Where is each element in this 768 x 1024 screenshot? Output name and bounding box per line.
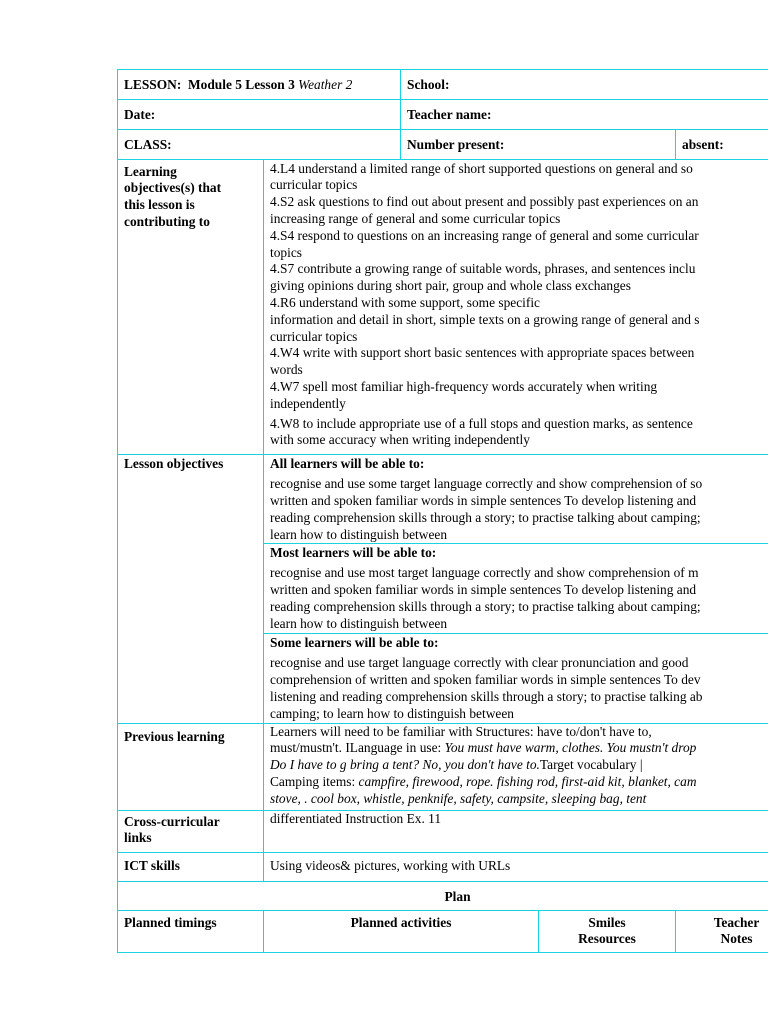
teacher-notes-label-line1: Teacher [713,914,760,930]
learning-objectives-list [270,161,768,450]
objective-line: topics [270,244,302,260]
class-cell [118,129,401,159]
objective-line: 4.R6 understand with some support, some specific [270,294,541,310]
number-present-label: Number present: [407,136,505,152]
lesson-label: LESSON: [124,77,182,92]
learning-objectives-row [118,159,768,454]
resources-label-line2: Resources [578,931,636,947]
present-cell [401,129,676,159]
class-label: CLASS: [124,136,172,152]
objective-line: recognise and use most target language correctly and show comprehension of m [270,565,699,581]
objective-line: independently [270,395,346,411]
objective-line: 4.W8 to include appropriate use of a full stops and question marks, as sentence [270,415,693,431]
previous-learning-line: stove, . cool box, whistle, penknife, safety, campsite, sleeping bag, tent [270,790,647,806]
learning-objectives-label: Learning objectives(s) that this lesson is contributing to [124,163,222,229]
lesson-objectives-label-cell [118,454,264,723]
previous-learning-line: Learners will need to be familiar with Structures: have to/don't have to, [270,723,652,739]
cross-curricular-content [264,810,768,852]
planned-timings-label: Planned timings [124,914,217,930]
previous-learning-content [264,723,768,810]
ict-content [264,852,768,881]
cross-curricular-label: Cross-curricular links [124,813,220,846]
plan-title-cell [118,881,768,910]
objective-line: information and detail in short, simple texts on a growing range of general and s [270,311,700,327]
plan-title-row [118,881,768,910]
teacher-name-label: Teacher name: [407,107,492,122]
planned-activities-label: Planned activities [350,914,452,930]
date-label: Date: [124,107,156,122]
objective-line: increasing range of general and some curricular topics [270,210,561,226]
objective-line: curricular topics [270,328,358,344]
previous-learning-line: Camping items: campfire, firewood, rope. fishing rod, first-aid kit, blanket, cam [270,773,697,789]
objective-line: learn how to distinguish between [270,526,448,542]
ict-row [118,852,768,881]
resources-header [539,910,676,952]
objective-line: camping; to learn how to distinguish between [270,705,514,721]
objective-line: learn how to distinguish between [270,615,448,631]
learning-objectives-label-cell [118,159,264,454]
previous-learning-line: Do I have to g bring a tent? No, you don't have to.Target vocabulary | [270,757,643,773]
objective-line: recognise and use target language correctly with clear pronunciation and good [270,655,689,671]
most-learners-heading: Most learners will be able to: [270,544,437,560]
objective-line: words [270,362,303,378]
class-row [118,129,768,159]
planned-activities-header [264,910,539,952]
teacher-notes-label-line2: Notes [720,931,753,947]
plan-title: Plan [444,888,471,904]
objective-line: with some accuracy when writing independently [270,432,530,448]
lesson-objectives-content [264,454,768,723]
objective-line: 4.W7 spell most familiar high-frequency words accurately when writing [270,378,658,394]
objective-line: reading comprehension skills through a story; to practise talking about camping; [270,598,701,614]
teacher-notes-header [676,910,768,952]
ict-skills-label: ICT skills [124,857,180,873]
some-learners-block [264,634,768,723]
objective-line: recognise and use some target language correctly and show comprehension of so [270,476,703,492]
school-cell [401,70,768,100]
date-row [118,100,768,130]
objective-line: curricular topics [270,177,358,193]
plan-header-row [118,910,768,952]
absent-label: absent: [682,136,724,152]
absent-cell [676,129,768,159]
objective-line: written and spoken familiar words in simple sentences To develop listening and [270,582,697,598]
all-learners-block [264,455,768,544]
objective-line: comprehension of written and spoken familiar words in simple sentences To dev [270,672,701,688]
lesson-objectives-row [118,454,768,723]
cross-curricular-row [118,810,768,852]
objective-line: 4.L4 understand a limited range of short supported questions on general and so [270,160,693,176]
all-learners-heading: All learners will be able to: [270,455,425,471]
lesson-plan-table [117,69,768,953]
objective-line: 4.S7 contribute a growing range of suitable words, phrases, and sentences inclu [270,261,696,277]
previous-learning-label-cell [118,723,264,810]
resources-label-line1: Smiles [588,914,626,930]
most-learners-block [264,544,768,634]
objective-line: 4.S2 ask questions to find out about present and possibly past experiences on an [270,194,699,210]
previous-learning-label: Previous learning [124,728,225,744]
objective-line: reading comprehension skills through a story; to practise talking about camping; [270,509,701,525]
objective-line: 4.S4 respond to questions on an increasing range of general and some curricular [270,227,699,243]
lesson-row [118,70,768,100]
objective-line: written and spoken familiar words in simple sentences To develop listening and [270,493,697,509]
previous-learning-row [118,723,768,810]
objective-line: 4.W4 write with support short basic sentences with appropriate spaces between [270,345,695,361]
objective-line: listening and reading comprehension skills through a story; to practise talking ab [270,688,703,704]
ict-skills-value: Using videos& pictures, working with URLs [270,857,511,873]
lesson-topic: Weather 2 [298,77,353,92]
lesson-objectives-label: Lesson objectives [124,455,224,471]
planned-timings-header [118,910,264,952]
objective-line: giving opinions during short pair, group and whole class exchanges [270,278,631,294]
cross-curricular-label-cell [118,810,264,852]
ict-label-cell [118,852,264,881]
learning-objectives-content [264,159,768,454]
date-cell [118,100,401,130]
cross-curricular-value: differentiated Instruction Ex. 11 [270,810,442,826]
previous-learning-line: must/mustn't. ILanguage in use: You must have warm, clothes. You mustn't drop [270,740,697,756]
lesson-cell [118,70,401,100]
some-learners-heading: Some learners will be able to: [270,634,439,650]
lesson-module: Module 5 Lesson 3 [188,77,295,92]
school-label: School: [407,77,450,92]
teacher-cell [401,100,768,130]
